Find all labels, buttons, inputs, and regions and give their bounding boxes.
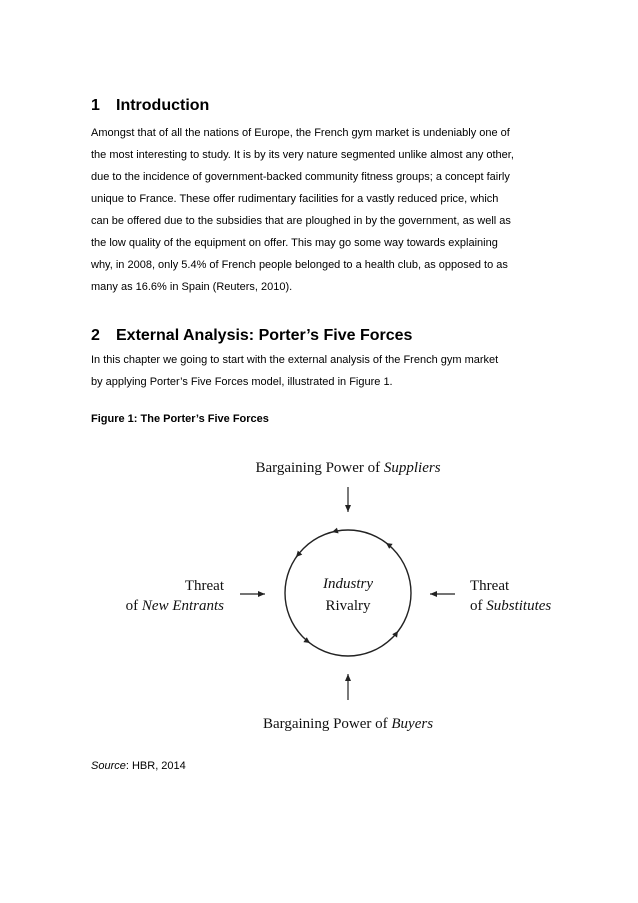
- new-entrants-label: of New Entrants: [125, 598, 224, 614]
- section-2-paragraph: [91, 349, 561, 393]
- section-1-title: Introduction: [116, 97, 210, 114]
- circle-arrow: [306, 640, 310, 643]
- figure-caption: Figure 1: The Porter’s Five Forces: [91, 413, 269, 425]
- circle-arrow: [332, 530, 364, 532]
- section-2-title: External Analysis: Porter’s Five Forces: [116, 327, 413, 344]
- paragraph-line: by applying Porter’s Five Forces model, illustrated in Figure 1.: [91, 376, 393, 388]
- source-label: Source: [91, 760, 126, 772]
- substitutes-threat-label: Threat: [470, 578, 510, 594]
- circle-arrow: [296, 553, 300, 557]
- section-1-number: 1: [91, 97, 100, 114]
- figure-source: [91, 760, 186, 772]
- paragraph-line: can be offered due to the subsidies that are ploughed in by the government, as well as: [91, 215, 511, 227]
- substitutes-label: of Substitutes: [470, 598, 552, 614]
- circle-arrow: [395, 631, 398, 635]
- paragraph-line: the most interesting to study. It is by its very nature segmented unlike almost any other,: [91, 149, 514, 161]
- section-1-heading: [91, 97, 209, 115]
- source-text: : HBR, 2014: [125, 760, 186, 772]
- industry-label: Industry: [323, 576, 373, 592]
- suppliers-label: Bargaining Power of Suppliers: [255, 460, 441, 476]
- buyers-label: Bargaining Power of Buyers: [262, 716, 434, 732]
- rivalry-circle: [285, 530, 411, 656]
- rivalry-label: Rivalry: [325, 598, 371, 614]
- paragraph-line: many as 16.6% in Spain (Reuters, 2010).: [91, 281, 293, 293]
- paragraph-line: due to the incidence of government-backed community fitness groups; a concept fairly: [91, 171, 510, 183]
- paragraph-line: unique to France. These offer rudimentary facilities for a vastly reduced price, which: [91, 193, 499, 205]
- circle-arrow: [386, 543, 390, 546]
- paragraph-line: why, in 2008, only 5.4% of French people belonged to a health club, as opposed to as: [91, 259, 508, 271]
- paragraph-line: the low quality of the equipment on offer. This may go some way towards explaining: [91, 237, 498, 249]
- paragraph-line: Amongst that of all the nations of Europe, the French gym market is undeniably one of: [91, 127, 510, 139]
- section-2-heading: [91, 327, 412, 345]
- paragraph-line: In this chapter we going to start with the external analysis of the French gym market: [91, 354, 499, 366]
- section-1-paragraph: [91, 122, 561, 298]
- new-entrants-threat-label: Threat: [184, 578, 224, 594]
- section-2-number: 2: [91, 327, 100, 344]
